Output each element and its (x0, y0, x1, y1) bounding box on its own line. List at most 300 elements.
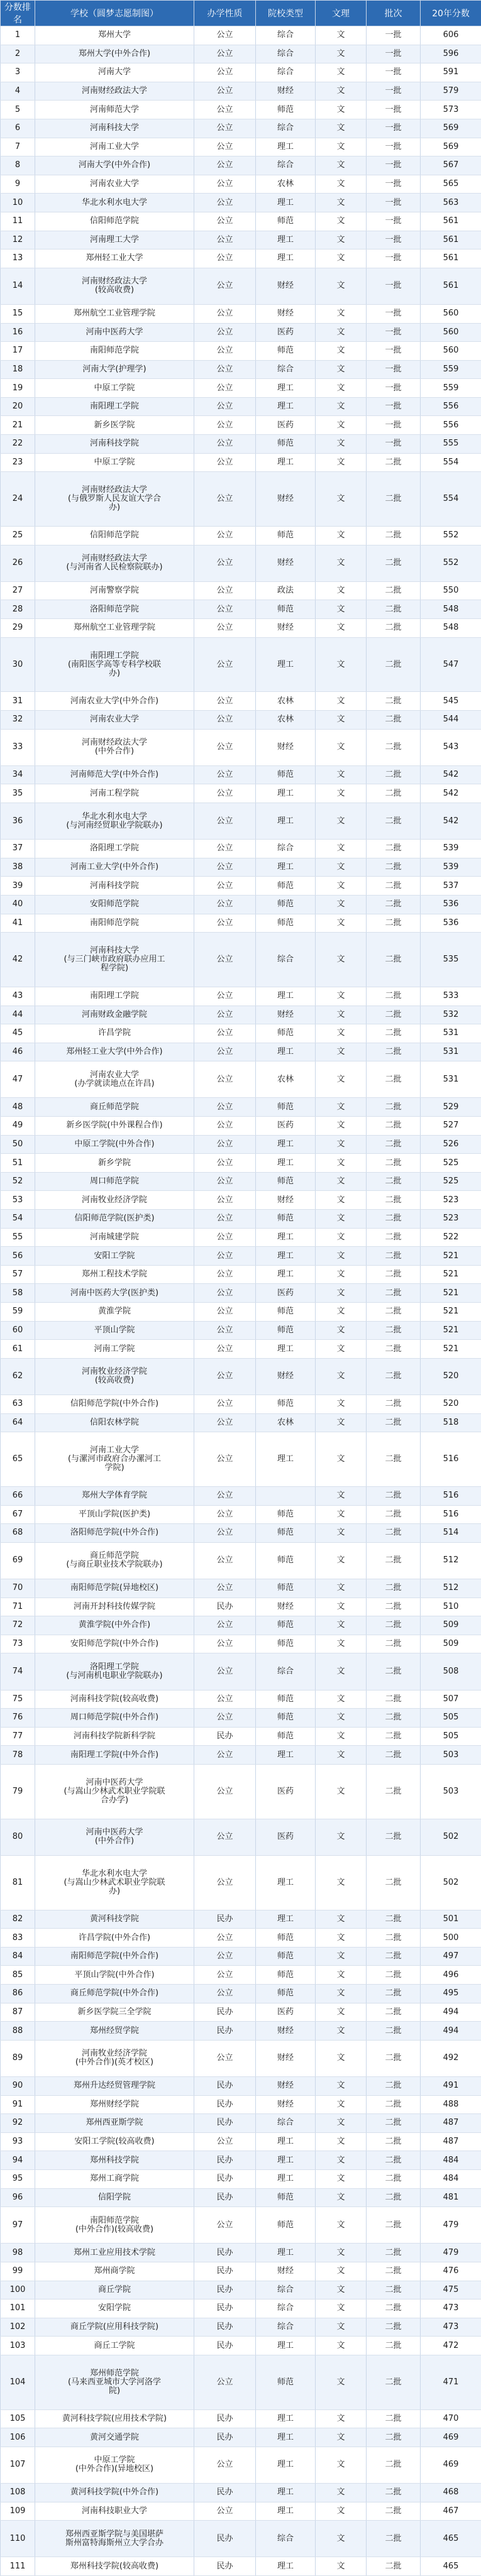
cell-batch: 二批 (367, 2022, 421, 2041)
cell-batch: 二批 (367, 1284, 421, 1303)
cell-ownership: 公立 (194, 1210, 256, 1229)
cell-score: 555 (421, 435, 481, 454)
cell-score: 591 (421, 63, 481, 82)
cell-school-type: 综合 (256, 2299, 316, 2318)
cell-track: 文 (316, 435, 367, 454)
cell-track: 文 (316, 1524, 367, 1543)
cell-school: 郑州商学院 (35, 2262, 194, 2281)
cell-ownership: 公立 (194, 156, 256, 175)
cell-school: 安阳工学院 (35, 1247, 194, 1266)
cell-track: 文 (316, 138, 367, 156)
table-row (1, 1061, 481, 1098)
cell-rank: 13 (1, 249, 35, 268)
cell-ownership: 公立 (194, 1358, 256, 1395)
table-row (1, 2428, 481, 2447)
cell-school: 商丘师范学院 (与商丘职业技术学院联办) (35, 1542, 194, 1579)
cell-batch: 二批 (367, 1024, 421, 1043)
cell-school: 河南工业大学 (与漯河市政府合办漯河工 学院) (35, 1432, 194, 1487)
cell-school: 平顶山学院(中外合作) (35, 1966, 194, 1985)
cell-school: 河南中医药大学(医护类) (35, 1284, 194, 1303)
cell-school-type: 理工 (256, 397, 316, 416)
cell-score: 533 (421, 987, 481, 1006)
cell-rank: 43 (1, 987, 35, 1006)
cell-score: 523 (421, 1210, 481, 1229)
cell-school: 河南牧业经济学院 (中外合作)(英才校区) (35, 2040, 194, 2076)
cell-school-type: 理工 (256, 1910, 316, 1929)
cell-batch: 二批 (367, 2077, 421, 2096)
cell-ownership: 公立 (194, 1247, 256, 1266)
cell-score: 573 (421, 101, 481, 119)
cell-ownership: 民办 (194, 2521, 256, 2557)
cell-school-type: 师范 (256, 101, 316, 119)
header-school-type: 院校类型 (256, 1, 316, 26)
cell-batch: 二批 (367, 2095, 421, 2114)
cell-school-type: 师范 (256, 2207, 316, 2244)
cell-school-type: 综合 (256, 1653, 316, 1690)
cell-school: 河南科技大学 (35, 119, 194, 138)
cell-track: 文 (316, 26, 367, 45)
table-row (1, 1228, 481, 1247)
cell-ownership: 公立 (194, 1303, 256, 1322)
cell-batch: 二批 (367, 1746, 421, 1765)
cell-ownership: 公立 (194, 1321, 256, 1340)
cell-rank: 105 (1, 2409, 35, 2428)
cell-score: 492 (421, 2040, 481, 2076)
table-row (1, 1855, 481, 1910)
cell-score: 476 (421, 2262, 481, 2281)
cell-track: 文 (316, 1395, 367, 1413)
cell-ownership: 公立 (194, 1172, 256, 1191)
cell-ownership: 民办 (194, 2022, 256, 2041)
cell-school: 河南大学(护理学) (35, 360, 194, 379)
cell-batch: 二批 (367, 1486, 421, 1505)
cell-ownership: 公立 (194, 765, 256, 784)
cell-school: 南阳理工学院(中外合作) (35, 1746, 194, 1765)
cell-score: 550 (421, 581, 481, 600)
cell-school-type: 理工 (256, 1247, 316, 1266)
table-row (1, 2003, 481, 2022)
cell-school-type: 财经 (256, 1006, 316, 1024)
cell-rank: 69 (1, 1542, 35, 1579)
cell-batch: 二批 (367, 1709, 421, 1728)
cell-rank: 35 (1, 784, 35, 803)
cell-rank: 107 (1, 2447, 35, 2483)
cell-school-type: 综合 (256, 933, 316, 987)
table-row (1, 1579, 481, 1598)
cell-ownership: 公立 (194, 2447, 256, 2483)
cell-school-type: 财经 (256, 2077, 316, 2096)
cell-track: 文 (316, 600, 367, 619)
table-row (1, 581, 481, 600)
cell-score: 494 (421, 2003, 481, 2022)
cell-school: 河南农业大学 (办学就读地点在许昌) (35, 1061, 194, 1098)
cell-school: 信阳师范学院 (35, 212, 194, 231)
cell-score: 579 (421, 82, 481, 101)
cell-batch: 二批 (367, 1579, 421, 1598)
cell-rank: 98 (1, 2244, 35, 2262)
cell-rank: 18 (1, 360, 35, 379)
cell-rank: 17 (1, 342, 35, 361)
cell-score: 548 (421, 600, 481, 619)
cell-batch: 二批 (367, 1635, 421, 1653)
cell-batch: 二批 (367, 637, 421, 692)
cell-rank: 103 (1, 2337, 35, 2355)
header-score: 20年分数 (421, 1, 481, 26)
table-row (1, 1524, 481, 1543)
cell-score: 514 (421, 1524, 481, 1543)
table-row (1, 2355, 481, 2409)
cell-track: 文 (316, 1413, 367, 1432)
table-row (1, 416, 481, 435)
cell-score: 569 (421, 119, 481, 138)
cell-school-type: 财经 (256, 545, 316, 581)
cell-school-type: 理工 (256, 453, 316, 472)
cell-ownership: 公立 (194, 784, 256, 803)
cell-ownership: 民办 (194, 1910, 256, 1929)
cell-school-type: 理工 (256, 1265, 316, 1284)
cell-track: 文 (316, 2262, 367, 2281)
cell-rank: 25 (1, 527, 35, 545)
cell-track: 文 (316, 2337, 367, 2355)
cell-score: 495 (421, 1985, 481, 2003)
cell-track: 文 (316, 2095, 367, 2114)
cell-score: 512 (421, 1542, 481, 1579)
table-row (1, 692, 481, 711)
cell-ownership: 公立 (194, 1524, 256, 1543)
table-row (1, 138, 481, 156)
cell-track: 文 (316, 784, 367, 803)
cell-ownership: 公立 (194, 101, 256, 119)
cell-score: 542 (421, 803, 481, 839)
cell-school: 洛阳师范学院 (35, 600, 194, 619)
cell-score: 569 (421, 138, 481, 156)
cell-school: 新乡学院 (35, 1154, 194, 1173)
cell-school: 安阳师范学院(中外合作) (35, 1635, 194, 1653)
cell-school-type: 财经 (256, 1191, 316, 1210)
cell-rank: 46 (1, 1043, 35, 1061)
table-row (1, 304, 481, 323)
cell-rank: 73 (1, 1635, 35, 1653)
cell-school-type: 师范 (256, 1709, 316, 1728)
cell-score: 473 (421, 2299, 481, 2318)
cell-batch: 二批 (367, 1910, 421, 1929)
cell-school: 洛阳师范学院(中外合作) (35, 1524, 194, 1543)
header-batch: 批次 (367, 1, 421, 26)
cell-school: 郑州轻工业大学(中外合作) (35, 1043, 194, 1061)
cell-rank: 39 (1, 877, 35, 896)
cell-track: 文 (316, 2502, 367, 2521)
cell-score: 505 (421, 1727, 481, 1746)
cell-batch: 一批 (367, 360, 421, 379)
table-row (1, 1321, 481, 1340)
cell-batch: 二批 (367, 2299, 421, 2318)
cell-track: 文 (316, 803, 367, 839)
cell-school: 中原工学院 (中外合作)(异地校区) (35, 2447, 194, 2483)
cell-score: 487 (421, 2114, 481, 2133)
cell-school-type: 综合 (256, 156, 316, 175)
table-row (1, 895, 481, 914)
cell-school: 南阳理工学院 (35, 397, 194, 416)
cell-score: 525 (421, 1172, 481, 1191)
table-row (1, 82, 481, 101)
cell-track: 文 (316, 1024, 367, 1043)
table-row (1, 1653, 481, 1690)
cell-ownership: 公立 (194, 1135, 256, 1154)
cell-school: 河南财经政法大学 (较高收费) (35, 268, 194, 304)
cell-school: 河南科技职业大学 (35, 2502, 194, 2521)
cell-school: 河南中医药大学 (中外合作) (35, 1819, 194, 1855)
cell-batch: 二批 (367, 1505, 421, 1524)
cell-batch: 二批 (367, 2262, 421, 2281)
cell-track: 文 (316, 1265, 367, 1284)
cell-ownership: 公立 (194, 1542, 256, 1579)
cell-track: 文 (316, 2447, 367, 2483)
cell-school-type: 综合 (256, 63, 316, 82)
cell-ownership: 民办 (194, 2428, 256, 2447)
cell-school-type: 师范 (256, 877, 316, 896)
cell-ownership: 公立 (194, 877, 256, 896)
cell-school: 信阳学院 (35, 2188, 194, 2207)
cell-ownership: 公立 (194, 581, 256, 600)
cell-ownership: 公立 (194, 1929, 256, 1948)
cell-track: 文 (316, 1690, 367, 1709)
table-row (1, 1486, 481, 1505)
cell-ownership: 公立 (194, 840, 256, 858)
cell-score: 548 (421, 619, 481, 638)
cell-batch: 二批 (367, 2188, 421, 2207)
cell-school-type: 师范 (256, 1098, 316, 1117)
cell-rank: 89 (1, 2040, 35, 2076)
cell-batch: 二批 (367, 1616, 421, 1635)
cell-ownership: 公立 (194, 2355, 256, 2409)
cell-school-type: 财经 (256, 2040, 316, 2076)
cell-school: 中原工学院 (35, 453, 194, 472)
cell-school: 河南财经政法大学 (中外合作) (35, 729, 194, 765)
cell-rank: 6 (1, 119, 35, 138)
cell-rank: 37 (1, 840, 35, 858)
cell-track: 文 (316, 1303, 367, 1322)
cell-score: 556 (421, 416, 481, 435)
cell-track: 文 (316, 987, 367, 1006)
table-row (1, 2299, 481, 2318)
cell-school: 南阳理工学院 (南阳医学高等专科学校联 办) (35, 637, 194, 692)
cell-rank: 111 (1, 2557, 35, 2576)
cell-rank: 53 (1, 1191, 35, 1210)
cell-school: 郑州航空工业管理学院 (35, 304, 194, 323)
cell-score: 527 (421, 1117, 481, 1136)
cell-batch: 二批 (367, 2169, 421, 2188)
table-row (1, 2114, 481, 2133)
cell-track: 文 (316, 2022, 367, 2041)
cell-school: 河南大学(中外合作) (35, 156, 194, 175)
table-row (1, 119, 481, 138)
cell-rank: 95 (1, 2169, 35, 2188)
cell-ownership: 民办 (194, 2188, 256, 2207)
table-row (1, 2077, 481, 2096)
cell-track: 文 (316, 2132, 367, 2151)
cell-batch: 一批 (367, 63, 421, 82)
table-row (1, 26, 481, 45)
cell-rank: 56 (1, 1247, 35, 1266)
cell-school-type: 师范 (256, 1579, 316, 1598)
cell-track: 文 (316, 397, 367, 416)
cell-school-type: 医药 (256, 1819, 316, 1855)
cell-ownership: 公立 (194, 2132, 256, 2151)
cell-score: 561 (421, 212, 481, 231)
cell-school-type: 医药 (256, 1284, 316, 1303)
cell-ownership: 公立 (194, 1191, 256, 1210)
cell-rank: 101 (1, 2299, 35, 2318)
cell-score: 559 (421, 360, 481, 379)
cell-batch: 一批 (367, 397, 421, 416)
cell-batch: 一批 (367, 249, 421, 268)
cell-track: 文 (316, 765, 367, 784)
cell-rank: 45 (1, 1024, 35, 1043)
cell-score: 565 (421, 175, 481, 194)
cell-score: 520 (421, 1395, 481, 1413)
cell-score: 532 (421, 1006, 481, 1024)
table-row (1, 933, 481, 987)
cell-school: 郑州师范学院 (马来西亚城市大学河洛学 院) (35, 2355, 194, 2409)
cell-school: 郑州轻工业大学 (35, 249, 194, 268)
cell-batch: 一批 (367, 342, 421, 361)
table-row (1, 1191, 481, 1210)
cell-school: 平顶山学院(医护类) (35, 1505, 194, 1524)
cell-batch: 二批 (367, 1117, 421, 1136)
cell-rank: 82 (1, 1910, 35, 1929)
cell-school-type: 农林 (256, 175, 316, 194)
cell-ownership: 民办 (194, 2077, 256, 2096)
cell-track: 文 (316, 1061, 367, 1098)
cell-batch: 二批 (367, 1061, 421, 1098)
cell-batch: 二批 (367, 1228, 421, 1247)
table-row (1, 527, 481, 545)
cell-school: 信阳师范学院(中外合作) (35, 1395, 194, 1413)
cell-ownership: 公立 (194, 1505, 256, 1524)
cell-track: 文 (316, 877, 367, 896)
cell-track: 文 (316, 1579, 367, 1598)
cell-school: 南阳师范学院 (35, 342, 194, 361)
cell-school: 平顶山学院 (35, 1321, 194, 1340)
cell-rank: 86 (1, 1985, 35, 2003)
table-row (1, 619, 481, 638)
cell-batch: 二批 (367, 1321, 421, 1340)
cell-ownership: 公立 (194, 729, 256, 765)
table-row (1, 268, 481, 304)
cell-batch: 二批 (367, 1432, 421, 1487)
cell-ownership: 公立 (194, 1340, 256, 1359)
cell-school-type: 理工 (256, 249, 316, 268)
cell-score: 512 (421, 1579, 481, 1598)
cell-ownership: 民办 (194, 2318, 256, 2337)
cell-rank: 29 (1, 619, 35, 638)
cell-track: 文 (316, 1855, 367, 1910)
cell-ownership: 公立 (194, 416, 256, 435)
table-row (1, 323, 481, 342)
cell-rank: 41 (1, 914, 35, 933)
cell-ownership: 公立 (194, 1006, 256, 1024)
table-row (1, 858, 481, 877)
cell-school: 河南财经政法大学 (与河南省人民检察院联办) (35, 545, 194, 581)
cell-school: 许昌学院(中外合作) (35, 1929, 194, 1948)
table-row (1, 212, 481, 231)
cell-school: 河南开封科技传媒学院 (35, 1598, 194, 1616)
cell-batch: 一批 (367, 323, 421, 342)
cell-school: 河南理工大学 (35, 231, 194, 249)
cell-ownership: 公立 (194, 194, 256, 212)
cell-ownership: 公立 (194, 600, 256, 619)
cell-score: 469 (421, 2428, 481, 2447)
cell-track: 文 (316, 1910, 367, 1929)
cell-track: 文 (316, 2428, 367, 2447)
cell-school: 郑州科技学院 (35, 2151, 194, 2170)
cell-track: 文 (316, 729, 367, 765)
cell-school: 河南工程学院 (35, 784, 194, 803)
cell-rank: 68 (1, 1524, 35, 1543)
cell-track: 文 (316, 1598, 367, 1616)
table-row (1, 1819, 481, 1855)
cell-batch: 二批 (367, 1247, 421, 1266)
cell-school: 郑州西亚斯学院 (35, 2114, 194, 2133)
cell-school-type: 农林 (256, 711, 316, 730)
table-row (1, 1340, 481, 1359)
cell-school-type: 医药 (256, 2003, 316, 2022)
cell-track: 文 (316, 637, 367, 692)
cell-rank: 94 (1, 2151, 35, 2170)
cell-score: 544 (421, 711, 481, 730)
cell-track: 文 (316, 231, 367, 249)
cell-track: 文 (316, 1247, 367, 1266)
cell-school-type: 理工 (256, 2337, 316, 2355)
cell-batch: 二批 (367, 545, 421, 581)
cell-track: 文 (316, 194, 367, 212)
cell-batch: 一批 (367, 45, 421, 63)
cell-track: 文 (316, 2281, 367, 2299)
cell-school-type: 综合 (256, 26, 316, 45)
cell-track: 文 (316, 933, 367, 987)
cell-score: 500 (421, 1929, 481, 1948)
header-rank: 分数排名 (1, 1, 35, 26)
cell-school-type: 师范 (256, 895, 316, 914)
cell-score: 531 (421, 1024, 481, 1043)
table-row (1, 1764, 481, 1819)
cell-school-type: 师范 (256, 1542, 316, 1579)
cell-school-type: 理工 (256, 194, 316, 212)
cell-score: 523 (421, 1191, 481, 1210)
cell-ownership: 公立 (194, 1413, 256, 1432)
cell-track: 文 (316, 2299, 367, 2318)
cell-school: 郑州西亚斯学院与美国堪萨 斯州富特海斯州立大学合办 (35, 2521, 194, 2557)
cell-rank: 85 (1, 1966, 35, 1985)
cell-track: 文 (316, 2040, 367, 2076)
table-row (1, 877, 481, 896)
cell-score: 469 (421, 2447, 481, 2483)
cell-school-type: 理工 (256, 2409, 316, 2428)
cell-school: 周口师范学院(中外合作) (35, 1709, 194, 1728)
cell-school-type: 师范 (256, 1616, 316, 1635)
cell-rank: 21 (1, 416, 35, 435)
cell-rank: 66 (1, 1486, 35, 1505)
cell-ownership: 公立 (194, 1579, 256, 1598)
cell-school-type: 农林 (256, 1413, 316, 1432)
table-row (1, 1746, 481, 1765)
table-row (1, 2262, 481, 2281)
cell-batch: 二批 (367, 1135, 421, 1154)
table-row (1, 1966, 481, 1985)
cell-track: 文 (316, 249, 367, 268)
cell-rank: 55 (1, 1228, 35, 1247)
cell-score: 525 (421, 1154, 481, 1173)
